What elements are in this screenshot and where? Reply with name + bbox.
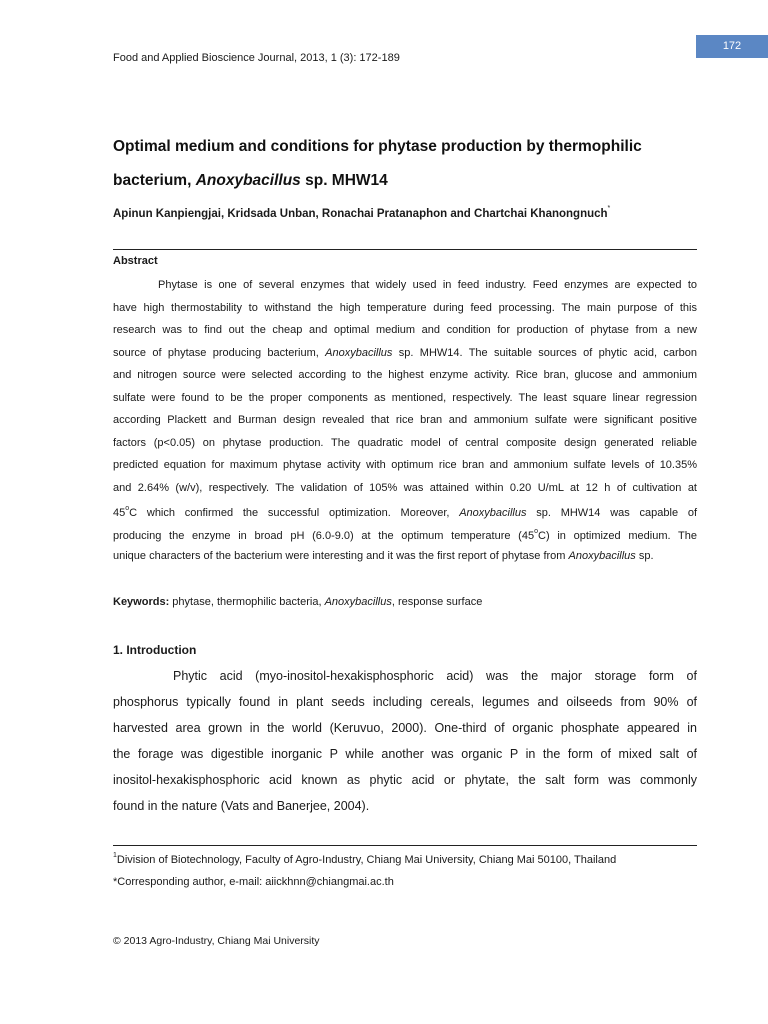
abstract-line [113, 528, 697, 542]
paper-title-line-1: Optimal medium and conditions for phytase production by thermophilic [113, 138, 642, 155]
abstract-line: predicted equation for maximum phytase activity with optimum rice bran and ammonium sulfate levels of 10.35% [113, 459, 697, 471]
abstract-line [113, 505, 697, 519]
abstract-heading: Abstract [113, 255, 158, 267]
abstract-text: producing the enzyme in broad pH (6.0-9.0) at the optimum temperature (45 [113, 530, 535, 542]
keywords [113, 596, 482, 608]
abstract-line: have high thermostability to withstand the high temperature during feed processing. The main purpose of this [113, 302, 697, 314]
corresponding-mark: * [607, 205, 611, 212]
abstract-line: sulfate were found to be the proper components as mentioned, respectively. The least square linear regression [113, 392, 697, 404]
intro-line: phosphorus typically found in plant seeds including cereals, legumes and oilseeds from 90% of [113, 695, 697, 709]
genus-name: Anoxybacillus [568, 550, 636, 562]
intro-line: harvested area grown in the world (Keruvuo, 2000). One-third of organic phosphate appeared in [113, 721, 697, 735]
abstract-line: Phytase is one of several enzymes that widely used in feed industry. Feed enzymes are expected to [158, 279, 697, 291]
genus-name: Anoxybacillus [325, 347, 393, 359]
degree-mark: o [125, 505, 130, 512]
abstract-line: factors (p<0.05) on phytase production. The quadratic model of central composite design generated reliable [113, 437, 697, 449]
paper-title-line-2 [113, 172, 388, 190]
author-names: Apinun Kanpiengjai, Kridsada Unban, Ronachai Pratanaphon and Chartchai Khanongnuch [113, 208, 608, 220]
abstract-text: sp. [635, 550, 654, 562]
abstract-line [113, 550, 697, 562]
copyright-notice: © 2013 Agro-Industry, Chiang Mai University [113, 935, 320, 947]
footnote-affiliation [113, 852, 616, 866]
title-genus: Anoxybacillus [195, 172, 301, 189]
footnote-divider [113, 845, 697, 846]
intro-line: inositol-hexakisphosphoric acid known as phytic acid or phytate, the salt form was commonly [113, 773, 697, 787]
keywords-text: phytase, thermophilic bacteria, [169, 596, 325, 608]
title-text: sp. MHW14 [300, 172, 388, 189]
genus-name: Anoxybacillus [324, 596, 392, 608]
title-text: bacterium, [113, 172, 196, 189]
keywords-text: , response surface [391, 596, 483, 608]
abstract-text: sp. MHW14 was capable of [526, 507, 697, 519]
journal-header: Food and Applied Bioscience Journal, 2013, 1 (3): 172-189 [113, 52, 400, 64]
footnote-corresponding: *Corresponding author, e-mail: aiickhnn@chiangmai.ac.th [113, 876, 394, 888]
section-heading-introduction: 1. Introduction [113, 643, 197, 657]
abstract-text: 45 [113, 507, 126, 519]
abstract-text: unique characters of the bacterium were interesting and it was the first report of phytase from [113, 550, 569, 562]
genus-name: Anoxybacillus [459, 507, 527, 519]
abstract-line: and nitrogen source were selected according to the highest enzyme activity. Rice bran, glucose and ammonium [113, 369, 697, 381]
abstract-text: source of phytase producing bacterium, [113, 347, 326, 359]
page-number-badge: 172 [696, 35, 768, 58]
abstract-text: C) in optimized medium. The [538, 530, 698, 542]
abstract-line: research was to find out the cheap and optimal medium and condition for production of phytase from a new [113, 324, 697, 336]
author-list [113, 205, 610, 220]
abstract-line: according Plackett and Burman design revealed that rice bran and ammonium sulfate were significant positive [113, 414, 697, 426]
intro-line: Phytic acid (myo-inositol-hexakisphosphoric acid) was the major storage form of [173, 669, 697, 683]
footnote-text: Division of Biotechnology, Faculty of Agro-Industry, Chiang Mai University, Chiang Mai 50100, Thailand [116, 854, 617, 866]
abstract-text: sp. MHW14. The suitable sources of phytic acid, carbon [392, 347, 697, 359]
footnote-mark: 1 [113, 852, 117, 859]
intro-line: found in the nature (Vats and Banerjee, 2004). [113, 799, 370, 813]
keywords-label: Keywords: [113, 596, 170, 608]
intro-line: the forage was digestible inorganic P while another was organic P in the form of mixed salt of [113, 747, 697, 761]
abstract-line [113, 347, 697, 359]
degree-mark: o [534, 528, 538, 535]
abstract-line: and 2.64% (w/v), respectively. The validation of 105% was attained within 0.20 U/mL at 12 h of cultivation at [113, 482, 697, 494]
abstract-text: C which confirmed the successful optimization. Moreover, [129, 507, 460, 519]
divider [113, 249, 697, 250]
